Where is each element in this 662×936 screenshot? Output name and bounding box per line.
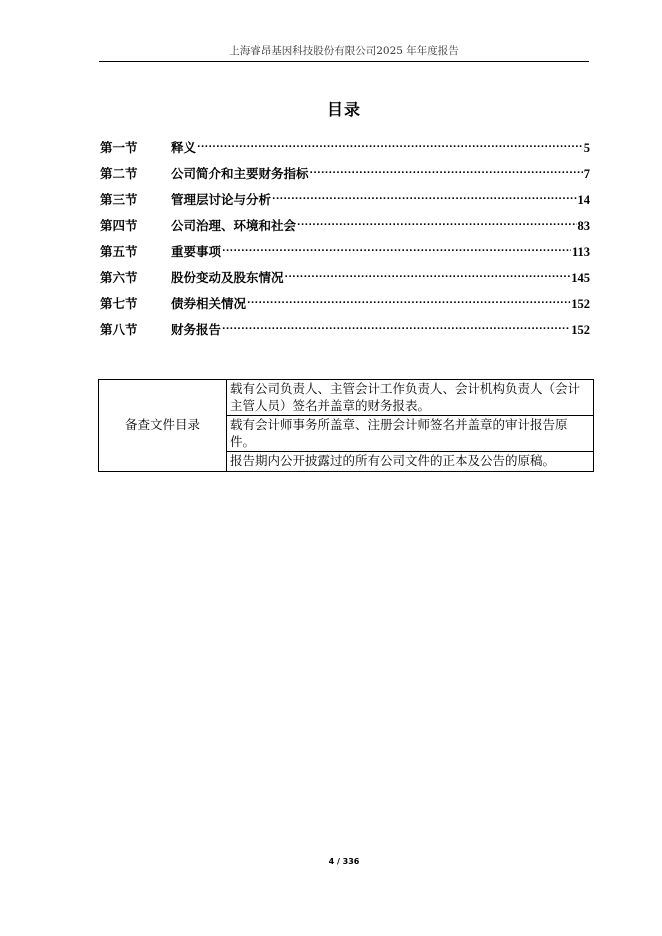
toc-section-title: 债券相关情况 xyxy=(171,296,247,311)
toc-section-number: 第二节 xyxy=(100,166,138,181)
toc-page-number: 152 xyxy=(571,323,590,337)
toc-page-number: 152 xyxy=(571,297,590,311)
table-row xyxy=(99,380,594,416)
toc-section-number: 第七节 xyxy=(100,296,138,311)
toc-section-title: 公司简介和主要财务指标 xyxy=(171,166,309,181)
toc-section-number: 第六节 xyxy=(100,270,138,285)
toc-page-number: 14 xyxy=(577,193,590,207)
toc-entry[interactable] xyxy=(100,268,590,294)
toc-page-number: 7 xyxy=(583,167,590,181)
reference-documents-table xyxy=(98,379,594,472)
toc-page-number: 5 xyxy=(583,141,590,155)
toc-section-title: 管理层讨论与分析 xyxy=(171,192,272,207)
toc-section-number: 第三节 xyxy=(100,192,138,207)
toc-section-number: 第四节 xyxy=(100,218,138,233)
toc-section-number: 第一节 xyxy=(100,140,138,155)
toc-leader-dots xyxy=(222,320,570,334)
toc-entry[interactable] xyxy=(100,294,590,320)
toc-section-title: 公司治理、环境和社会 xyxy=(171,218,297,233)
toc-entry[interactable] xyxy=(100,164,590,190)
page-number-footer: 4 / 336 xyxy=(328,857,360,866)
toc-page-number: 145 xyxy=(571,271,590,285)
toc-section-title: 财务报告 xyxy=(171,322,222,337)
toc-page-number: 113 xyxy=(571,245,590,259)
toc-page-number: 83 xyxy=(577,219,590,233)
toc-entry[interactable] xyxy=(100,190,590,216)
toc-leader-dots xyxy=(197,138,583,152)
toc-section-number: 第八节 xyxy=(100,322,138,337)
reference-documents-label: 备查文件目录 xyxy=(99,380,227,472)
toc-leader-dots xyxy=(247,294,570,308)
toc-leader-dots xyxy=(310,164,583,178)
toc-section-title: 释义 xyxy=(171,140,197,155)
toc-leader-dots xyxy=(272,190,576,204)
toc-entry[interactable] xyxy=(100,320,590,346)
toc-entry[interactable] xyxy=(100,242,590,268)
toc-section-title: 股份变动及股东情况 xyxy=(171,270,284,285)
toc-leader-dots xyxy=(222,242,571,256)
running-header: 上海睿昂基因科技股份有限公司2025 年年度报告 xyxy=(229,45,459,57)
reference-document-item: 载有公司负责人、主管会计工作负责人、会计机构负责人（会计主管人员）签名并盖章的财务报表。 xyxy=(227,380,594,416)
table-of-contents xyxy=(100,138,590,346)
toc-leader-dots xyxy=(297,216,576,230)
header-divider xyxy=(99,61,589,62)
page-title: 目录 xyxy=(326,100,361,119)
toc-entry[interactable] xyxy=(100,138,590,164)
reference-document-item: 报告期内公开披露过的所有公司文件的正本及公告的原稿。 xyxy=(227,452,594,472)
toc-entry[interactable] xyxy=(100,216,590,242)
toc-leader-dots xyxy=(285,268,571,282)
reference-document-item: 载有会计师事务所盖章、注册会计师签名并盖章的审计报告原件。 xyxy=(227,416,594,452)
toc-section-number: 第五节 xyxy=(100,244,138,259)
toc-section-title: 重要事项 xyxy=(171,244,222,259)
